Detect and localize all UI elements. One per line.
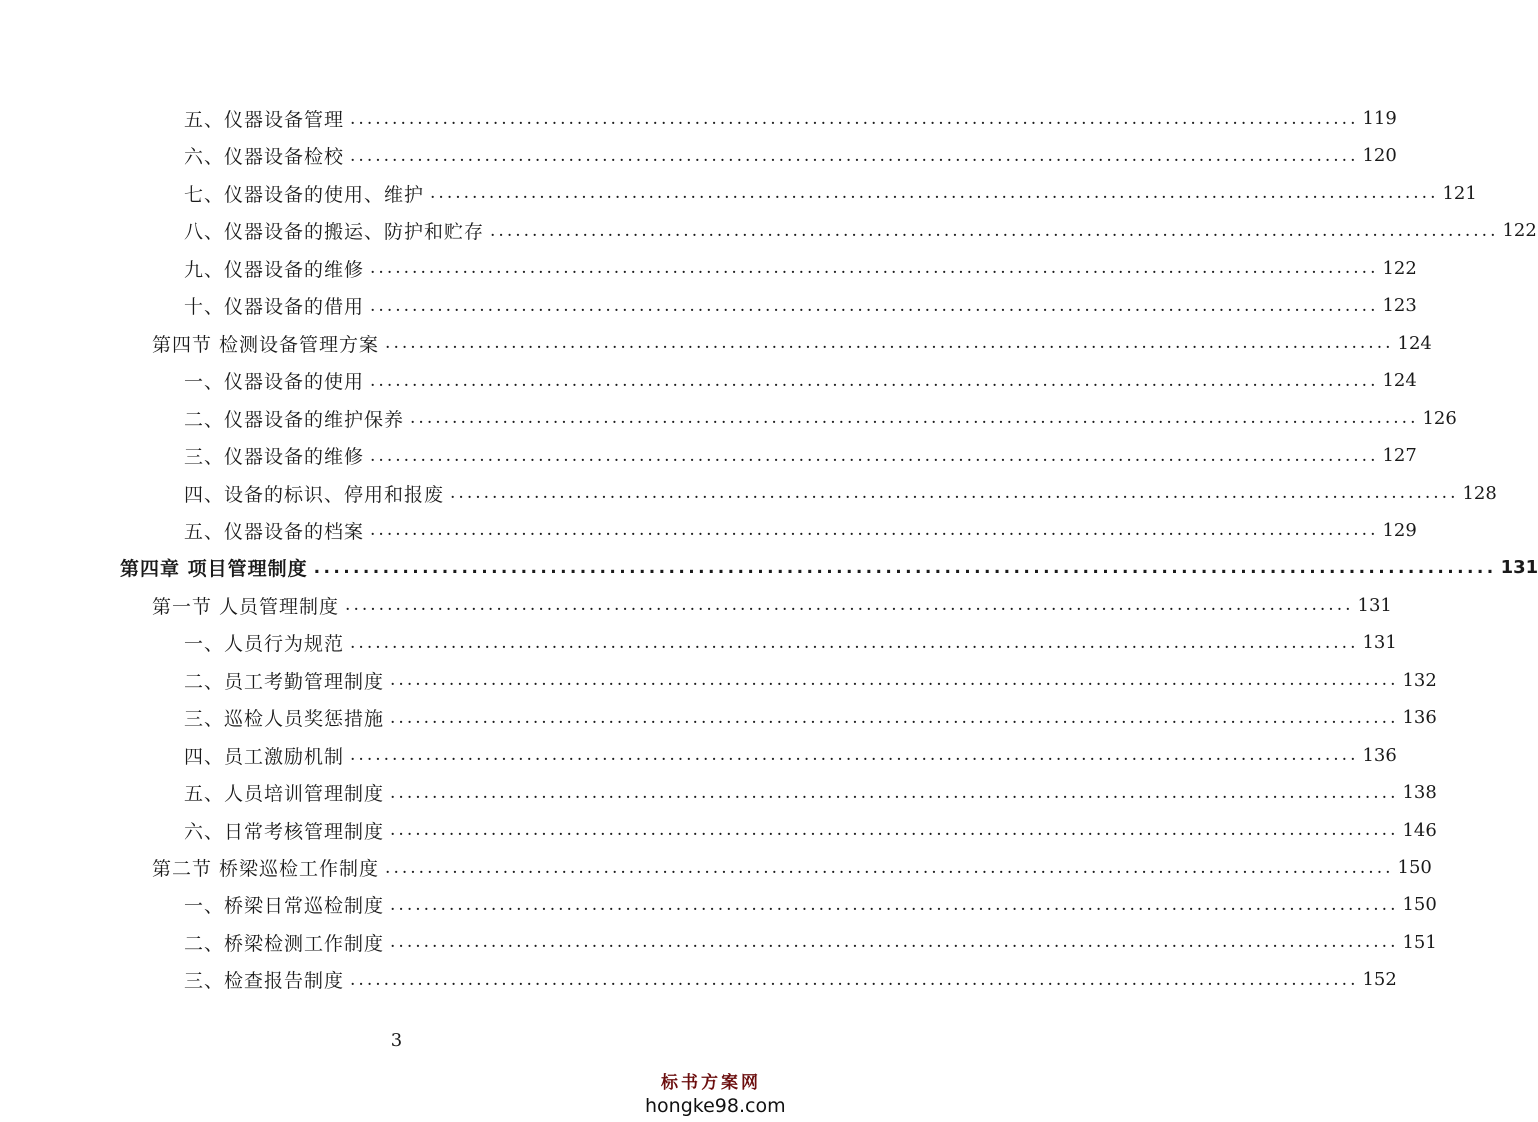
toc-entry-item[interactable] — [184, 886, 1437, 923]
dot-leader: ........................................................................................................................ — [313, 557, 1497, 578]
toc-entry-section[interactable] — [152, 325, 1432, 362]
toc-entry-page: 128 — [1462, 482, 1497, 504]
dot-leader: ........................................................................................................................ — [385, 333, 1394, 354]
toc-entry-page: 131 — [1500, 557, 1538, 579]
toc-entry-label: 七、仪器设备的使用、维护 — [184, 183, 425, 206]
toc-entry-page: 138 — [1402, 782, 1437, 804]
toc-entry-item[interactable] — [184, 212, 1537, 249]
toc-entry-item[interactable] — [184, 699, 1437, 736]
dot-leader: ........................................................................................................................ — [370, 295, 1379, 316]
dot-leader: ........................................................................................................................ — [450, 483, 1459, 503]
toc-entry-page: 124 — [1382, 370, 1417, 392]
dot-leader: ........................................................................................................................ — [350, 745, 1359, 766]
dot-leader: ........................................................................................................................ — [385, 857, 1394, 878]
toc-entry-page: 122 — [1382, 257, 1417, 279]
toc-entry-label: 十、仪器设备的借用 — [184, 296, 365, 319]
toc-entry-page: 136 — [1402, 707, 1437, 729]
toc-entry-page: 131 — [1362, 632, 1397, 654]
toc-entry-item[interactable] — [184, 250, 1417, 287]
dot-leader: ........................................................................................................................ — [350, 632, 1359, 653]
watermark-title: 标书方案网 — [661, 1073, 761, 1093]
dot-leader: ........................................................................................................................ — [370, 520, 1379, 541]
dot-leader: ........................................................................................................................ — [390, 707, 1399, 728]
toc-entry-item[interactable] — [184, 437, 1417, 474]
dot-leader: ........................................................................................................................ — [390, 820, 1399, 841]
toc-entry-item[interactable] — [184, 924, 1437, 961]
toc-entry-item[interactable] — [184, 100, 1397, 137]
dot-leader: ........................................................................................................................ — [390, 932, 1399, 953]
toc-entry-item[interactable] — [184, 961, 1397, 998]
dot-leader: ........................................................................................................................ — [490, 220, 1499, 241]
toc-entry-label: 六、日常考核管理制度 — [184, 820, 385, 843]
dot-leader: ........................................................................................................................ — [390, 670, 1399, 691]
dot-leader: ........................................................................................................................ — [370, 445, 1379, 466]
toc-entry-page: 123 — [1382, 295, 1417, 317]
toc-entry-page: 127 — [1382, 445, 1417, 467]
toc-entry-label: 第四节 检测设备管理方案 — [152, 333, 380, 356]
toc-entry-label: 四、员工激励机制 — [184, 745, 345, 768]
toc-entry-page: 126 — [1422, 407, 1457, 429]
page-number: 3 — [390, 1030, 403, 1051]
toc-entry-item[interactable] — [184, 287, 1417, 324]
toc-entry-page: 132 — [1402, 669, 1437, 691]
toc-entry-label: 六、仪器设备检校 — [184, 146, 345, 169]
toc-entry-label: 九、仪器设备的维修 — [184, 258, 365, 281]
toc-entry-page: 122 — [1502, 220, 1537, 242]
toc-entry-page: 150 — [1397, 857, 1432, 878]
toc-entry-section[interactable] — [152, 587, 1392, 624]
toc-entry-label: 四、设备的标识、停用和报废 — [184, 483, 445, 506]
toc-entry-page: 119 — [1362, 108, 1397, 129]
toc-entry-label: 一、仪器设备的使用 — [184, 371, 365, 394]
toc-entry-page: 136 — [1362, 744, 1397, 766]
toc-entry-label: 二、员工考勤管理制度 — [184, 670, 385, 693]
toc-entry-page: 151 — [1402, 931, 1437, 953]
toc-entry-label: 一、人员行为规范 — [184, 633, 345, 656]
toc-entry-page: 152 — [1362, 969, 1397, 991]
dot-leader: ........................................................................................................................ — [390, 894, 1399, 915]
toc-entry-label: 二、仪器设备的维护保养 — [184, 408, 405, 431]
dot-leader: ........................................................................................................................ — [410, 408, 1419, 429]
toc-entry-label: 三、仪器设备的维修 — [184, 446, 365, 469]
toc-entry-item[interactable] — [184, 400, 1457, 437]
toc-entry-item[interactable] — [184, 737, 1397, 774]
dot-leader: ........................................................................................................................ — [430, 183, 1439, 204]
toc-entry-label: 五、仪器设备管理 — [184, 109, 345, 131]
toc-entry-chapter[interactable] — [120, 549, 1538, 586]
toc-entry-page: 150 — [1402, 894, 1437, 916]
toc-entry-page: 129 — [1382, 519, 1417, 541]
toc-entry-label: 五、仪器设备的档案 — [184, 520, 365, 543]
toc-entry-page: 131 — [1357, 594, 1392, 616]
watermark-logo — [645, 1068, 786, 1117]
dot-leader: ........................................................................................................................ — [390, 782, 1399, 803]
dot-leader: ........................................................................................................................ — [345, 595, 1354, 616]
toc-entry-item[interactable] — [184, 774, 1437, 811]
toc-entry-item[interactable] — [184, 362, 1417, 399]
dot-leader: ........................................................................................................................ — [350, 108, 1359, 129]
toc-entry-item[interactable] — [184, 624, 1397, 661]
toc-entry-section[interactable] — [152, 849, 1432, 886]
toc-entry-item[interactable] — [184, 512, 1417, 549]
toc-entry-page: 146 — [1402, 819, 1437, 841]
toc-entry-label: 三、检查报告制度 — [184, 970, 345, 993]
dot-leader: ........................................................................................................................ — [350, 145, 1359, 166]
toc-entry-label: 五、人员培训管理制度 — [184, 783, 385, 806]
toc-entry-page: 120 — [1362, 145, 1397, 167]
toc-entry-item[interactable] — [184, 662, 1437, 699]
toc-entry-label: 八、仪器设备的搬运、防护和贮存 — [184, 221, 485, 244]
watermark-url: hongke98.com — [645, 1095, 786, 1117]
toc-entry-label: 第四章 项目管理制度 — [120, 558, 308, 581]
toc-entry-page: 124 — [1397, 332, 1432, 354]
toc-entry-item[interactable] — [184, 475, 1497, 512]
toc-entry-label: 二、桥梁检测工作制度 — [184, 932, 385, 955]
toc-entry-item[interactable] — [184, 175, 1477, 212]
dot-leader: ........................................................................................................................ — [370, 370, 1379, 391]
toc-entry-label: 一、桥梁日常巡检制度 — [184, 895, 385, 918]
dot-leader: ........................................................................................................................ — [370, 258, 1379, 279]
toc-entry-label: 三、巡检人员奖惩措施 — [184, 708, 385, 731]
toc-entry-item[interactable] — [184, 137, 1397, 174]
toc-entry-label: 第一节 人员管理制度 — [152, 595, 340, 618]
toc-entry-label: 第二节 桥梁巡检工作制度 — [152, 858, 380, 880]
toc-entry-item[interactable] — [184, 812, 1437, 849]
dot-leader: ........................................................................................................................ — [350, 969, 1359, 990]
toc-entry-page: 121 — [1442, 182, 1477, 204]
